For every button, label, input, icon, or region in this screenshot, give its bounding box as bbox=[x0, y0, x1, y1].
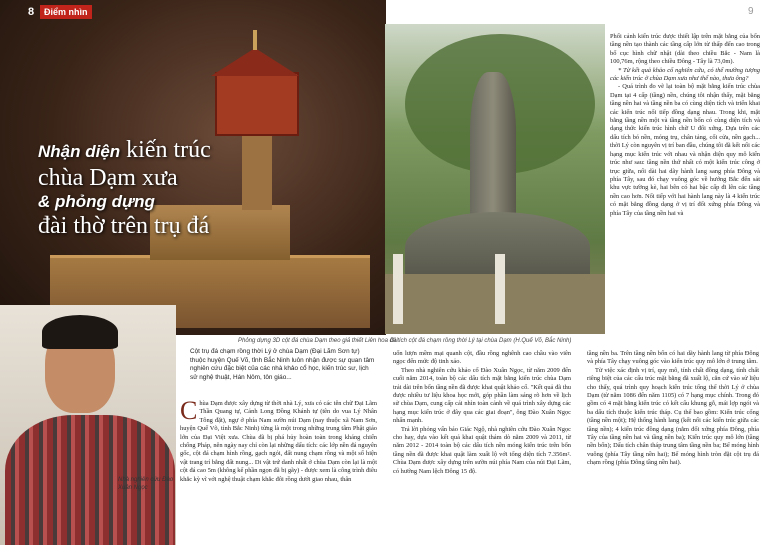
page-header-left bbox=[0, 0, 386, 24]
col1-text: hùa Dạm được xây dựng từ thời nhà Lý, xưa có các tên chữ Đại Lãm Thần Quang tự, Cảnh Long Đồng Khánh tự (tên do vua Lý Nhân Tông đặt), ngự ở phía Nam sườn núi Dạm (nay thuộc xã Nam Sơn, huyện Quế Võ, tỉnh Bắc Ninh) từng là một trong những trung tâm Phật giáo lớn của Đại Việt xưa. Chùa đã bị phá hủy hoàn toàn trong kháng chiến chống Pháp, nên ngày nay chỉ còn lại những dấu tích: các lớp nền đá nguyên gốc, cột đá chạm hình rồng, gạch ngói, đất nung chạm rồng và một số hiện vật trang trí bằng đất nung... Di vật trứ danh nhất ở chùa Dạm còn lại là một cột đá cao 5m (không kể phần ngọn đã bị gãy) - được xem là công trình điêu khắc kỳ vĩ với nghệ thuật chạm khắc đôi rồng dưới giao nhau, thân bbox=[180, 400, 377, 483]
photo-fence-post bbox=[393, 254, 403, 324]
article-headline bbox=[38, 137, 358, 239]
render-pavilion bbox=[215, 72, 299, 136]
top-right-paragraph-1: Phối cảnh kiến trúc được thiết lập trên mặt bằng của bốn tầng nền tạo thành các tầng cấp lớn từ thấp đến cao trong bố cục hình chữ nhật (dài theo chiều Bắc - Nam là 100,76m, rộng theo chiều Đông - Tây là 73,0m). bbox=[610, 33, 760, 66]
portrait-caption: Nhà nghiên cứu Đào Xuân Ngọc bbox=[118, 477, 174, 491]
col2-paragraph-2: Theo nhà nghiên cứu khảo cổ Đào Xuân Ngọc, từ năm 2009 đến cuối năm 2014, toàn bộ các dấu tích mặt bằng kiến trúc chùa Dạm trải dài trên bốn tầng nền đã được khai quật khảo cổ. "Kết quả đã thu được nhiều tư liệu khoa học mới, góp phần làm sáng rõ hơn về lịch sử chùa Dạm, cung cấp cái nhìn toàn cảnh về quá trình xây dựng các hạng mục kiến trúc ở đây qua các giai đoạn", ông Đào Xuân Ngọc nhấn mạnh. bbox=[393, 366, 571, 425]
body-column-top-right bbox=[610, 33, 760, 218]
drop-cap: C bbox=[180, 396, 198, 425]
headline-line4: đài thờ trên trụ đá bbox=[38, 213, 210, 239]
col3-paragraph-2: Từ việc xác định vị trí, quy mô, tính chất đồng dạng, tính chất riêng biệt của các cấu trúc mặt bằng đã xuất lộ, căn cứ vào sử liệu cho thấy, quá trình quy hoạch kiến trúc tổng thể thời Lý ở chùa Dạm (từ năm 1086 đến năm 1105) có 7 hạng mục chính. Trong đó gồm có 4 mặt bằng kiến trúc có kết cấu khung gỗ, mái lợp ngói và ba dấu tích thuộc kiến trúc tháp. Cụ thể bao gồm: Kiến trúc cổng (tầng nền một); Hệ thống hành lang (kết nối các kiến trúc giữa các tầng nền); 4 kiến trúc đồng dạng (nằm đối xứng phía Đông, phía Tây của tầng nền hai và tầng nền ba); Kiến trúc quy mô lớn (tầng nền bốn); Dấu tích chân tháp trung tâm tầng nền ba; Bể móng hình vuông (phía Tây tầng nền hai); Bể móng hình tròn đặt cột trụ đá chạm rồng (phía Đông tầng nền hai). bbox=[587, 366, 759, 467]
top-right-paragraph-2: - Quá trình đo vẽ lại toàn bộ mặt bằng kiến trúc chùa Dạm tại 4 cấp (tầng) nền, chúng tôi nhận thấy, mặt bằng tầng nền hai và tầng nền ba có cùng diện tích và triển khai các kiến trúc nối tiếp đồng dạng nhau. Trong khi, mặt bằng tầng nền một và tầng nền bốn có cùng diện tích và dạng thức kiến trúc hình chữ U đối xứng. Dựa trên các dấu tích bó nền, móng trụ, chân tảng, cối cửa, nền gạch... thời Lý còn nguyên vị trí ban đầu, chúng tôi đã kết nối các hạng mục kiến trúc với nhau và nhận diện quy mô kiến trúc như sau: tầng nền thứ nhất có một kiến trúc công ở trục giữa, nối dài hai dãy hành lang sang phía Đông và phía Tây, sau đó chạy vuông góc về hướng Bắc đến sát khu vực tường kè, hai bên có hai bậc cấp đi lên các tầng nền cao hơn. Nối tiếp với hai hành lang này là 4 kiến trúc có mặt bằng đồng dạng ở vị trí đối xứng phía Đông và phía Tây của tầng nền hai và bbox=[610, 83, 760, 217]
headline-line2: chùa Dạm xưa bbox=[38, 165, 178, 191]
body-column-3 bbox=[587, 350, 759, 468]
photo-stone-pillar bbox=[470, 72, 516, 222]
headline-line3: & phỏng dựng bbox=[38, 192, 155, 211]
body-column-2 bbox=[393, 350, 571, 476]
section-tag: Điểm nhìn bbox=[40, 5, 92, 19]
headline-line1-rest: kiến trúc bbox=[120, 137, 211, 163]
right-photo-caption: Di tích cột đá chạm rồng thời Lý tại chùa Dạm (H.Quế Võ, Bắc Ninh) bbox=[390, 338, 572, 344]
article-lead: Cột trụ đá chạm rồng thời Lý ở chùa Dạm (Đại Lãm Sơn tự) thuộc huyện Quế Võ, tỉnh Bắc Ninh luôn nhận được sự quan tâm nghiên cứu đặc biệt của các nhà khảo cổ học, kiến trúc sư, lịch sử nghệ thuật, Hán Nôm, tôn giáo... bbox=[190, 348, 375, 381]
portrait-photo bbox=[0, 305, 176, 545]
stone-pillar-photo bbox=[385, 24, 605, 334]
headline-line1-bold: Nhận diện bbox=[38, 142, 121, 161]
page-number-right: 9 bbox=[748, 6, 754, 17]
body-column-1 bbox=[180, 396, 377, 484]
col2-paragraph-3: Trả lời phỏng vấn báo Giác Ngộ, nhà nghiên cứu Đào Xuân Ngọc cho hay, dựa vào kết quả khai quật thám dò năm 2009 và 2011, từ năm 2012 - 2014 toàn bộ các dấu tích nền móng kiến trúc trên bốn tầng nền đã được khai quật làm xuất lộ với tổng diện tích 7.356m². Chùa Dạm được xây dựng trên sườn núi phía Nam của núi Đại Lãm, có hướng Nam lệch Đông 15 độ. bbox=[393, 425, 571, 475]
portrait-hair bbox=[42, 315, 118, 349]
render-spire bbox=[253, 30, 257, 50]
interview-question: * Từ kết quả khảo cổ nghiên cứu, có thể mường tượng các kiến trúc ở chùa Dạm xưa như thế nào, thưa ông? bbox=[610, 66, 760, 83]
page-number-left: 8 bbox=[28, 6, 35, 18]
photo-fence-post bbox=[495, 254, 505, 324]
col2-paragraph-1: uốn lượn mềm mại quanh cột, đầu rồng nghênh cao chầu vào viên ngọc đến mức độ tinh xảo. bbox=[393, 350, 571, 366]
col3-paragraph-1: tầng nền ba. Trên tầng nền bốn có hai dãy hành lang từ phía Đông và phía Tây chạy vuông góc vào kiến trúc quy mô lớn ở trung tâm. bbox=[587, 350, 759, 366]
left-photo-caption: Phỏng dựng 3D cột đá chùa Dạm theo giả thiết Liên hoa đài bbox=[238, 338, 398, 344]
